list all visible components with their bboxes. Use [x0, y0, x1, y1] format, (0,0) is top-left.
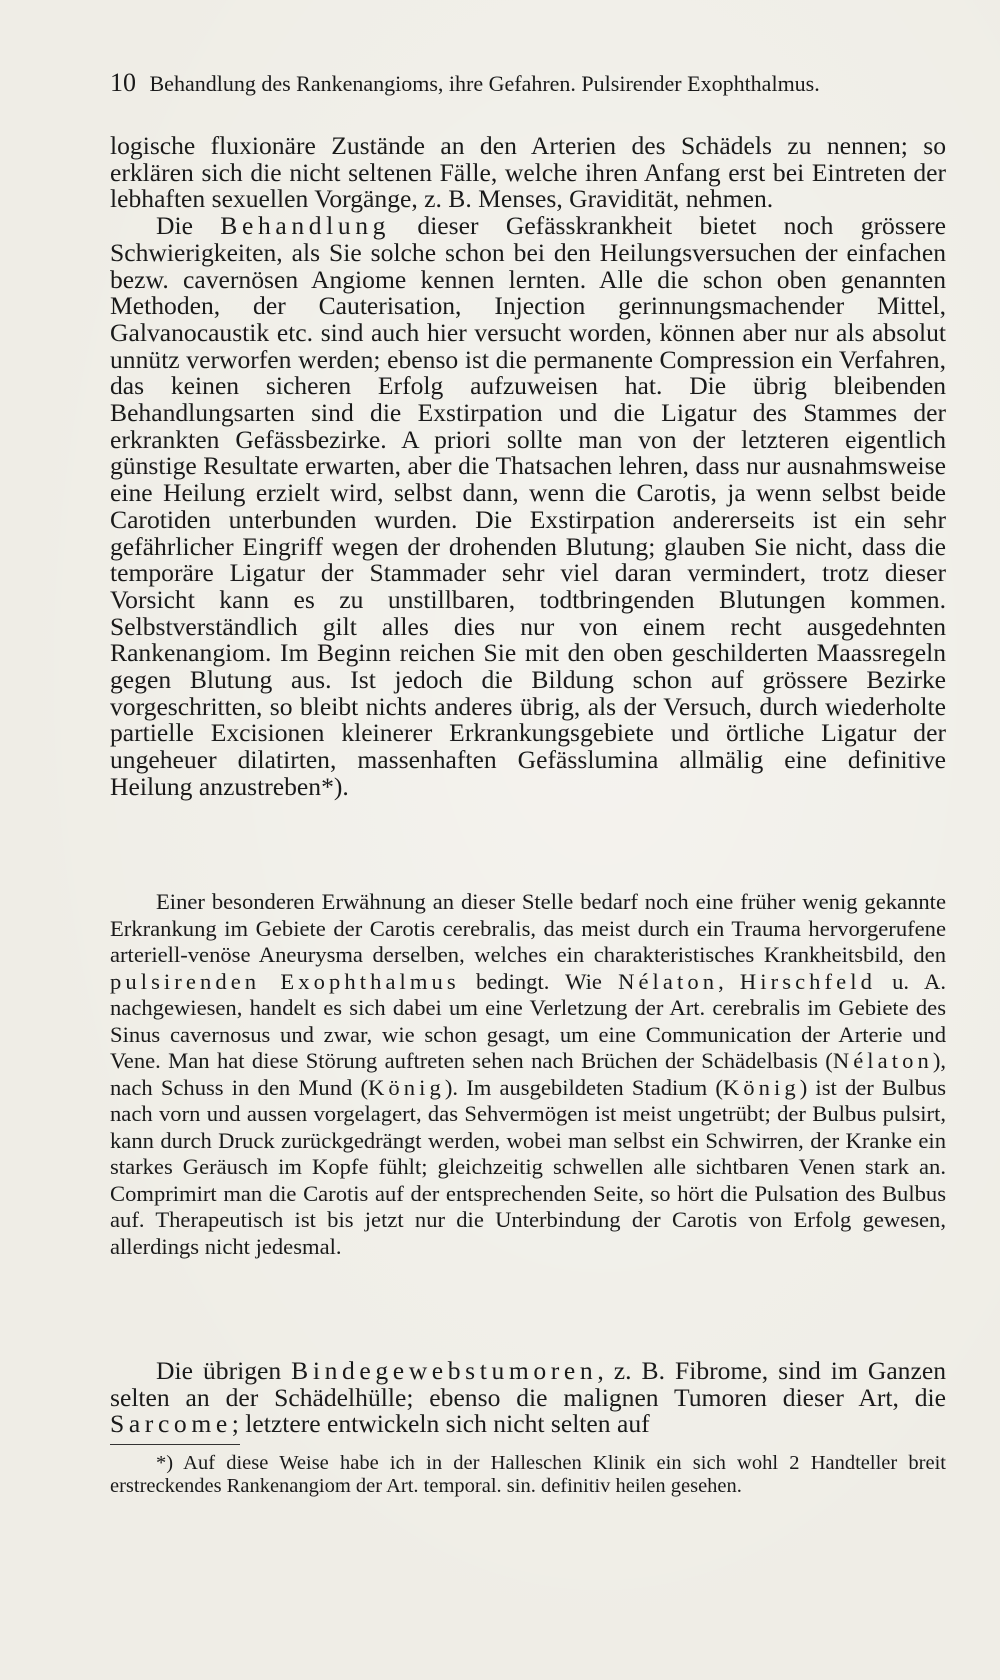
text-run: ,: [718, 968, 740, 994]
emphasis: König: [722, 1074, 800, 1100]
text-run: ) ist der Bulbus nach vorn und aussen vorgelagert, das Sehvermögen ist meist ungetrübt; der Bulbus pulsirt, kann durch Druck zurückgedrängt werden, wobei man selbst ein Schwirren, der Kranke ein starkes Geräusch im Kopfe fühlt; gleichzeitig schwellen alle sichtbaren Venen stark an. Comprimirt man die Carotis auf der entsprechenden Seite, so hört die Pulsation des Bulbus auf. Therapeutisch ist bis jetzt nur die Unterbindung der Carotis von Erfolg gewesen, allerdings nicht jedesmal.: [110, 1074, 946, 1259]
paragraph: [110, 1358, 946, 1438]
text-run: Einer besonderen Erwähnung an dieser Stelle bedarf noch eine früher wenig gekannte Erkrankung im Gebiete der Carotis cerebralis, das meist durch ein Trauma hervorgerufene arteriell-venöse Aneurysma derselben, welches ein charakteristisches Krankheitsbild, den: [110, 889, 946, 967]
footnote-text: *) Auf diese Weise habe ich in der Halleschen Klinik ein sich wohl 2 Handteller breit erstreckendes Rankenangiom der Art. temporal. sin. definitiv heilen gesehen.: [110, 1452, 946, 1497]
text-run: ), nach Schuss in den Mund (: [110, 1048, 946, 1100]
emphasis: Sarcome: [110, 1409, 232, 1439]
text-run: , z. B. Fibrome, sind im Ganzen selten an der Schädelhülle; ebenso die malignen Tumoren dieser Art, die: [110, 1356, 946, 1412]
small-print-section: [110, 889, 946, 1260]
text-run: ). Im ausgebildeten Stadium (: [444, 1074, 723, 1100]
emphasis: Hirschfeld: [739, 968, 876, 994]
main-text: [110, 133, 946, 801]
emphasis: Nélaton: [618, 968, 719, 994]
text-run: u. A. nachgewiesen, handelt es sich dabei um eine Verletzung der Art. cerebralis im Gebiete des Sinus cavernosus und zwar, wie schon gesagt, um eine Communication der Arterie und Vene. Man hat diese Störung auftreten sehen nach Brüchen der Schädelbasis (: [110, 968, 946, 1073]
final-text: [110, 1358, 946, 1438]
running-header: [110, 70, 930, 97]
paragraph: [110, 889, 946, 1260]
paragraph: [110, 213, 946, 800]
emphasis: pulsirenden Exophthalmus: [110, 968, 460, 994]
emphasis: König: [368, 1074, 445, 1100]
footnote-divider: [110, 1444, 240, 1445]
paragraph: logische fluxionäre Zustände an den Arterien des Schädels zu nennen; so erklären sich die nicht seltenen Fälle, welche ihren Anfang erst bei Eintreten der lebhaften sexuellen Vorgänge, z. B. Menses, Gravidität, nehmen.: [110, 131, 946, 214]
text-run: dieser Gefässkrankheit bietet noch grössere Schwierigkeiten, als Sie solche schon bei den Heilungsversuchen der einfachen bezw. cavernösen Angiome kennen lernten. Alle die schon oben genannten Methoden, der Cauterisation, Injection gerinnungsmachender Mittel, Galvanocaustik etc. sind auch hier versucht worden, können aber nur als absolut unnütz verworfen werden; ebenso ist die permanente Compression ein Verfahren, das keinen sicheren Erfolg aufzuweisen hat. Die übrig bleibenden Behandlungsarten sind die Exstirpation und die Ligatur des Stammes der erkrankten Gefässbezirke. A priori sollte man von der letzteren eigentlich günstige Resultate erwarten, aber die Thatsachen lehren, dass nur ausnahmsweise eine Heilung erzielt wird, selbst dann, wenn die Carotis, ja wenn selbst beide Carotiden unterbunden wurden. Die Exstirpation andererseits ist ein sehr gefährlicher Eingriff wegen der drohenden Blutung; glauben Sie nicht, dass die temporäre Ligatur der Stammader sehr viel daran vermindert, trotz dieser Vorsicht kann es zu unstillbaren, todtbringenden Blutungen kommen. Selbstverständlich gilt alles dies nur von einem recht ausgedehnten Rankenangiom. Im Beginn reichen Sie mit den oben geschilderten Maassregeln gegen Blutung aus. Ist jedoch die Bildung schon auf grössere Bezirke vorgeschritten, so bleibt nichts anderes übrig, als der Versuch, durch wiederholte partielle Excisionen kleinerer Erkrankungsgebiete und örtliche Ligatur der ungeheuer dilatirten, massenhaften Gefässlumina allmälig eine definitive Heilung anzustreben*).: [110, 211, 947, 801]
emphasis: Nélaton: [832, 1048, 933, 1073]
running-title: Behandlung des Rankenangioms, ihre Gefahren. Pulsirender Exophthalmus.: [149, 71, 820, 96]
text-run: Die: [156, 211, 221, 241]
footnote: [110, 1452, 946, 1498]
page-number: 10: [110, 68, 136, 97]
text-run: ; letztere entwickeln sich nicht selten auf: [231, 1409, 650, 1439]
text-run: bedingt. Wie: [459, 968, 619, 994]
emphasis: Behandlung: [220, 211, 391, 241]
text-run: Die übrigen: [156, 1356, 292, 1385]
emphasis: Bindegewebstumoren: [291, 1356, 598, 1385]
